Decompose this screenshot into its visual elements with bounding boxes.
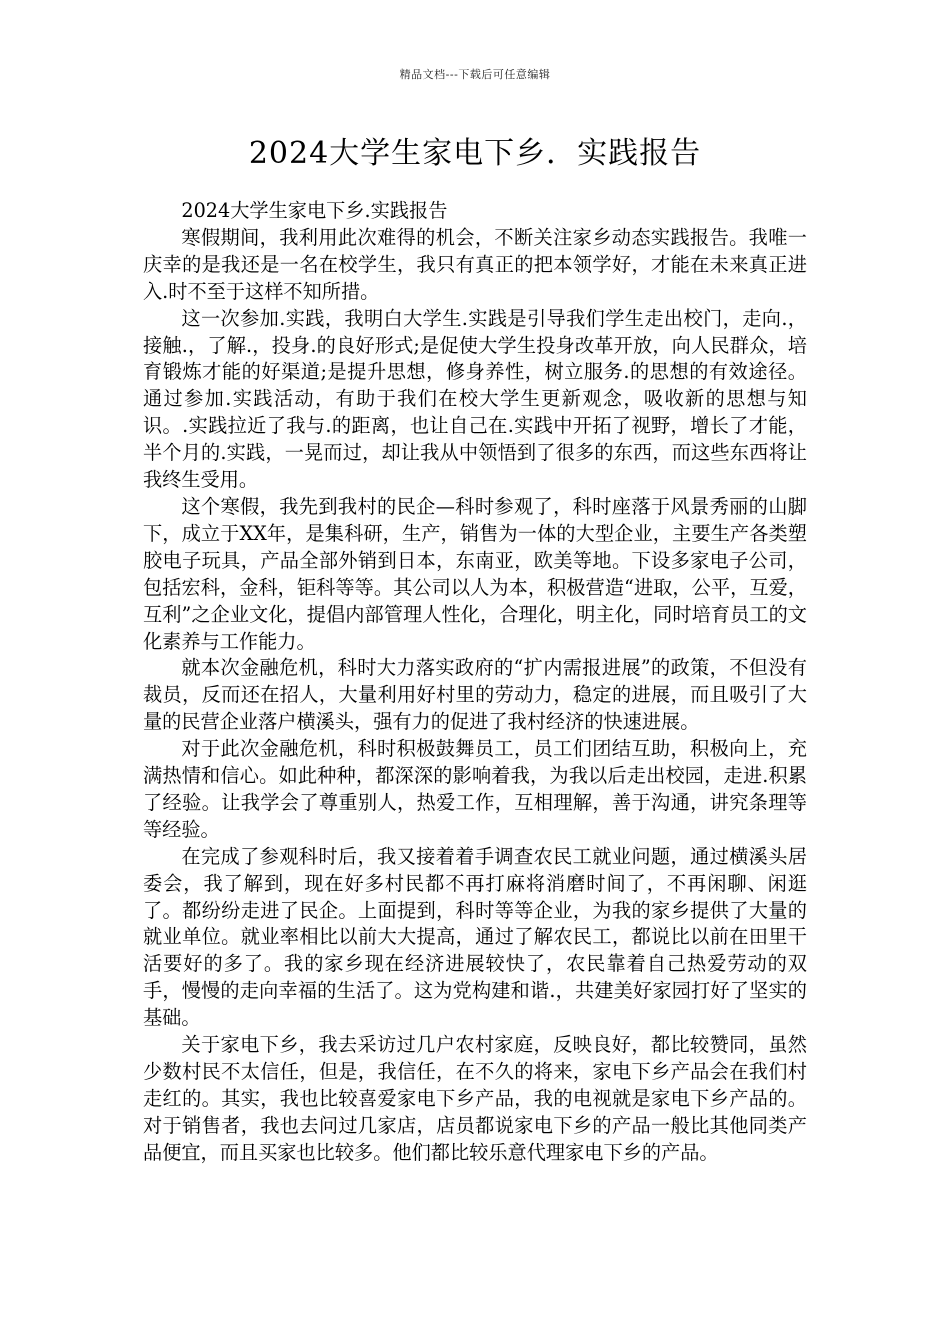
body-paragraph: 这个寒假，我先到我村的民企—科时参观了，科时座落于风景秀丽的山脚下，成立于XX年，是集科研，生产，销售为一体的大型企业，主要生产各类塑胶电子玩具，产品全部外销到日本，东南亚，欧美等地。下设多家电子公司，包括宏科，金科，钜科等等。其公司以人为本，积极营造“进取，公平，互爱，互利”之企业文化，提倡内部管理人性化，合理化，明主化，同时培育员工的文化素养与工作能力。 [143, 494, 807, 653]
body-paragraph: 就本次金融危机，科时大力落实政府的“扩内需报进展”的政策，不但没有裁员，反而还在招人，大量利用好村里的劳动力，稳定的进展，而且吸引了大量的民营企业落户横溪头，强有力的促进了我村经济的快速进展。 [143, 656, 807, 734]
header-note: 精品文档---下载后可任意编辑 [399, 68, 551, 81]
subtitle-paragraph: 2024大学生家电下乡.实践报告 [181, 199, 448, 222]
body-paragraph: 在完成了参观科时后，我又接着着手调查农民工就业问题，通过横溪头居委会，我了解到，现在好多村民都不再打麻将消磨时间了，不再闲聊、闲逛了。都纷纷走进了民企。上面提到，科时等等企业，为我的家乡提供了大量的就业单位。就业率相比以前大大提高，通过了解农民工，都说比以前在田里干活要好的多了。我的家乡现在经济进展较快了，农民靠着自己热爱劳动的双手，慢慢的走向幸福的生活了。这为党构建和谐.，共建美好家园打好了坚实的基础。 [143, 844, 807, 1030]
body-paragraph: 对于此次金融危机，科时积极鼓舞员工，员工们团结互助，积极向上，充满热情和信心。如此种种，都深深的影响着我，为我以后走出校园，走进.积累了经验。让我学会了尊重别人，热爱工作，互相理解，善于沟通，讲究条理等等经验。 [143, 737, 807, 841]
body-paragraph: 关于家电下乡，我去采访过几户农村家庭，反映良好，都比较赞同，虽然少数村民不太信任，但是，我信任，在不久的将来，家电下乡产品会在我们村走红的。其实，我也比较喜爱家电下乡产品，我的电视就是家电下乡产品的。对于销售者，我也去问过几家店，店员都说家电下乡的产品一般比其他同类产品便宜，而且买家也比较多。他们都比较乐意代理家电下乡的产品。 [143, 1033, 807, 1164]
document-title: 2024大学生家电下乡．实践报告 [248, 136, 702, 171]
body-paragraph: 这一次参加.实践，我明白大学生.实践是引导我们学生走出校门，走向.，接触.，了解.，投身.的良好形式;是促使大学生投身改革开放，向人民群众，培育锻炼才能的好渠道;是提升思想，修身养性，树立服务.的思想的有效途径。通过参加.实践活动，有助于我们在校大学生更新观念，吸收新的思想与知识。.实践拉近了我与.的距离，也让自己在.实践中开拓了视野，增长了才能，半个月的.实践，一晃而过，却让我从中领悟到了很多的东西，而这些东西将让我终生受用。 [143, 306, 807, 492]
body-paragraph: 寒假期间，我利用此次难得的机会，不断关注家乡动态实践报告。我唯一庆幸的是我还是一名在校学生，我只有真正的把本领学好，才能在未来真正进入.时不至于这样不知所措。 [143, 225, 807, 303]
document-body [143, 198, 807, 1167]
